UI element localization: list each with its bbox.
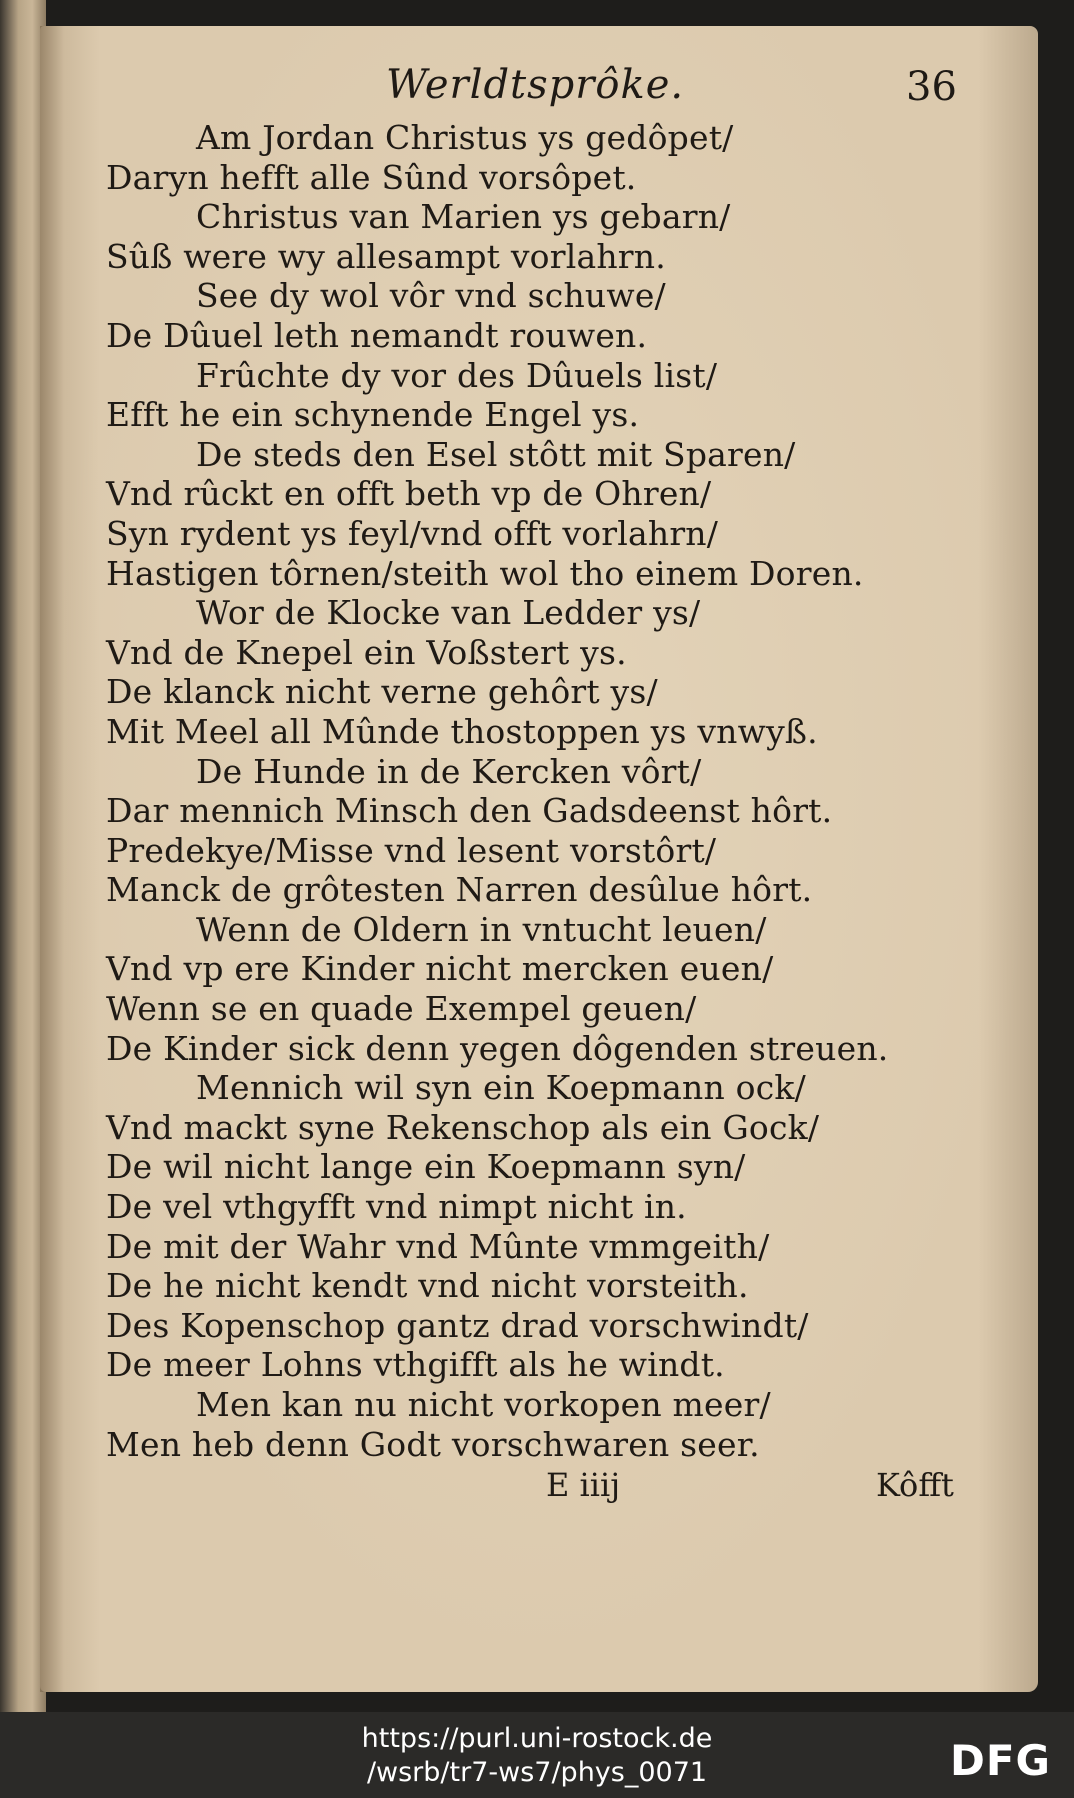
page-text: [106, 58, 986, 1510]
verse-line: De Kinder sick denn yegen dôgenden streuen.: [106, 1028, 889, 1068]
verse-line: De mit der Wahr vnd Mûnte vmmgeith/: [106, 1226, 770, 1266]
verse-line: De Hunde in de Kercken vôrt/: [196, 751, 702, 791]
verse-line: Men heb denn Godt vorschwaren seer.: [106, 1424, 760, 1464]
verse-line: Frûchte dy vor des Dûuels list/: [196, 355, 718, 395]
verse-line: Manck de grôtesten Narren desûlue hôrt.: [106, 870, 813, 910]
verse-line: Vnd mackt syne Rekenschop als ein Gock/: [106, 1107, 820, 1147]
verse-line: Des Kopenschop gantz drad vorschwindt/: [106, 1305, 809, 1345]
viewer-footer: [0, 1712, 1074, 1798]
verse-line: De steds den Esel stôtt mit Sparen/: [196, 434, 796, 474]
permalink-line-1: https://purl.uni-rostock.de: [361, 1723, 713, 1754]
verse-line: De he nicht kendt vnd nicht vorsteith.: [106, 1266, 749, 1306]
verse-line: Christus van Marien ys gebarn/: [196, 197, 731, 237]
catchword: Kôfft: [876, 1466, 954, 1505]
verse-line: Wenn se en quade Exempel geuen/: [106, 989, 697, 1029]
gutter-shadow: [40, 26, 64, 1692]
verse-line: Wenn de Oldern in vntucht leuen/: [196, 909, 767, 949]
verse-line: Syn rydent ys feyl/vnd offt vorlahrn/: [106, 513, 719, 553]
dfg-logo: DFG: [950, 1736, 1052, 1785]
page-foot: [106, 1466, 986, 1510]
verse-line: Sûß were wy allesampt vorlahrn.: [106, 236, 666, 276]
running-head: [106, 58, 986, 118]
verse-line: De klanck nicht verne gehôrt ys/: [106, 672, 658, 712]
verse-line: Mennich wil syn ein Koepmann ock/: [196, 1068, 806, 1108]
verse-line: Men kan nu nicht vorkopen meer/: [196, 1385, 771, 1424]
permalink-line-2: /wsrb/tr7-ws7/phys_0071: [366, 1757, 708, 1788]
running-title: Werldtsprôke.: [386, 62, 685, 108]
verse-line: Vnd de Knepel ein Voßstert ys.: [106, 632, 627, 672]
signature-mark: E iiij: [546, 1466, 621, 1505]
verse-line: Vnd vp ere Kinder nicht mercken euen/: [106, 949, 774, 989]
page-number: 36: [906, 64, 957, 110]
verse-line: Mit Meel all Mûnde thostoppen ys vnwyß.: [106, 711, 818, 751]
verse-line: Vnd rûckt en offt beth vp de Ohren/: [106, 474, 712, 514]
verse-line: De Dûuel leth nemandt rouwen.: [106, 315, 648, 355]
verse-line: De wil nicht lange ein Koepmann syn/: [106, 1147, 746, 1187]
verse-line: Efft he ein schynende Engel ys.: [106, 395, 640, 435]
verse-line: Wor de Klocke van Ledder ys/: [196, 593, 701, 633]
verse-line: De vel vthgyfft vnd nimpt nicht in.: [106, 1187, 687, 1227]
permalink[interactable]: [0, 1722, 1074, 1790]
verse-line: Am Jordan Christus ys gedôpet/: [196, 118, 734, 157]
verse-line: See dy wol vôr vnd schuwe/: [196, 276, 666, 316]
verse-line: De meer Lohns vthgifft als he windt.: [106, 1345, 725, 1385]
verse-line: Hastigen tôrnen/steith wol tho einem Doren.: [106, 553, 864, 593]
verse-lines: [106, 118, 986, 1464]
verse-line: Predekye/Misse vnd lesent vorstôrt/: [106, 830, 717, 870]
verse-line: Dar mennich Minsch den Gadsdeenst hôrt.: [106, 791, 833, 831]
verse-line: Daryn hefft alle Sûnd vorsôpet.: [106, 157, 637, 197]
